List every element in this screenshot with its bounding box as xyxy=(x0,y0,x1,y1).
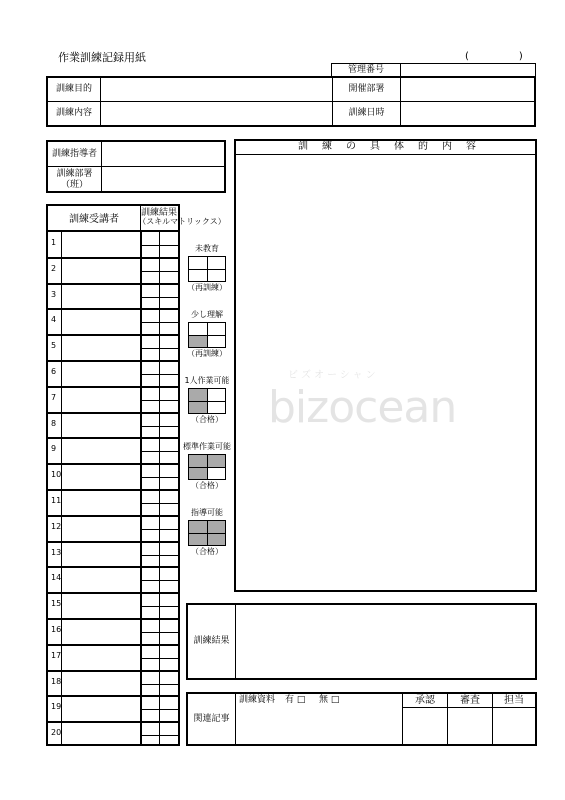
result-header-line1: 訓練結果 xyxy=(140,208,177,218)
legend-label: 標準作業可能 xyxy=(183,442,231,451)
row-number: 4 xyxy=(51,315,57,325)
row-number: 20 xyxy=(51,728,62,738)
trainee-name-field[interactable] xyxy=(61,593,140,619)
skill-matrix-icon xyxy=(188,388,226,414)
trainee-name-field[interactable] xyxy=(61,619,140,645)
materials-label: 訓練資料 xyxy=(239,695,276,705)
trainee-name-field[interactable] xyxy=(61,542,140,568)
trainee-name-field[interactable] xyxy=(61,696,140,722)
legend-label: 指導可能 xyxy=(191,508,223,517)
host-dept-label: 開催部署 xyxy=(348,84,385,94)
legend-item xyxy=(179,245,235,305)
legend-item xyxy=(179,311,235,371)
legend-label: 1人作業可能 xyxy=(184,376,230,385)
legend-sublabel: （合格） xyxy=(191,547,223,556)
trainee-name-field[interactable] xyxy=(61,309,140,335)
result-label: 訓練結果 xyxy=(193,636,230,646)
legend-item xyxy=(179,509,235,569)
row-number: 15 xyxy=(51,599,62,609)
row-number: 11 xyxy=(51,496,62,505)
datetime-label: 訓練日時 xyxy=(348,108,385,118)
mgmt-no-box xyxy=(331,63,536,77)
charge-stamp-field[interactable] xyxy=(493,708,535,744)
trainee-name-field[interactable] xyxy=(61,232,140,258)
legend-label: 少し理解 xyxy=(191,310,223,319)
trainee-name-field[interactable] xyxy=(61,490,140,516)
purpose-label: 訓練目的 xyxy=(55,84,92,94)
row-number: 6 xyxy=(51,367,57,376)
legend-label: 未教育 xyxy=(195,244,219,253)
legend-item xyxy=(179,443,235,503)
review-label: 審査 xyxy=(460,695,480,706)
review-stamp-field[interactable] xyxy=(448,708,492,744)
watermark-kana: ビズオーシャン xyxy=(288,370,379,381)
trainee-name-field[interactable] xyxy=(61,284,140,310)
result-field[interactable] xyxy=(236,605,535,678)
instructor-field[interactable] xyxy=(102,142,224,166)
dept-label: 訓練部署 xyxy=(56,169,93,179)
datetime-field[interactable] xyxy=(401,102,534,125)
row-number: 7 xyxy=(51,392,57,402)
mgmt-no-field[interactable] xyxy=(401,64,535,76)
row-number: 9 xyxy=(51,444,57,454)
trainee-name-field[interactable] xyxy=(61,645,140,671)
skill-matrix-icon xyxy=(188,256,226,282)
content-field[interactable] xyxy=(101,102,332,125)
details-title: 訓練の具体的内容 xyxy=(298,141,490,152)
skill-matrix-icon xyxy=(188,454,226,480)
dept-label-sub: （班） xyxy=(60,180,88,190)
trainee-table xyxy=(46,204,180,746)
legend-sublabel: （合格） xyxy=(191,415,223,424)
trainee-name-field[interactable] xyxy=(61,387,140,413)
trainee-name-field[interactable] xyxy=(61,567,140,593)
details-field[interactable] xyxy=(236,155,535,590)
row-number: 3 xyxy=(51,289,57,299)
row-number: 2 xyxy=(51,263,57,273)
skill-matrix-icon xyxy=(188,322,226,348)
trainee-name-field[interactable] xyxy=(61,258,140,284)
trainee-name-field[interactable] xyxy=(61,671,140,697)
row-number: 12 xyxy=(51,521,62,531)
legend-item xyxy=(179,377,235,437)
doc-number-paren: ( ) xyxy=(465,51,523,62)
purpose-field[interactable] xyxy=(101,78,332,101)
row-number: 5 xyxy=(51,341,57,351)
instructor-block xyxy=(46,140,226,193)
row-number: 14 xyxy=(51,573,62,583)
related-box xyxy=(186,692,537,746)
row-number: 19 xyxy=(51,702,62,712)
row-number: 1 xyxy=(51,238,57,247)
watermark-logo: bizocean xyxy=(268,382,457,433)
related-label: 関連記事 xyxy=(193,713,230,724)
legend-sublabel: （合格） xyxy=(191,481,223,490)
result-box xyxy=(186,603,537,680)
content-label: 訓練内容 xyxy=(55,108,92,118)
top-info-block xyxy=(46,76,536,127)
legend-sublabel: （再訓練） xyxy=(187,349,227,358)
page-title: 作業訓練記録用紙 xyxy=(58,51,146,64)
charge-label: 担当 xyxy=(504,695,524,706)
result-header-line2: （スキルマトリックス） xyxy=(138,217,226,226)
row-number: 16 xyxy=(51,625,62,634)
trainee-header-label: 訓練受講者 xyxy=(69,214,119,225)
trainee-name-field[interactable] xyxy=(61,722,140,748)
details-box xyxy=(234,139,537,592)
approve-label: 承認 xyxy=(415,695,435,706)
materials-yes-checkbox[interactable]: 有 □ xyxy=(285,695,306,705)
row-number: 10 xyxy=(51,470,62,480)
approve-stamp-field[interactable] xyxy=(403,708,447,744)
row-number: 17 xyxy=(51,650,62,660)
legend-sublabel: （再訓練） xyxy=(187,283,227,292)
host-dept-field[interactable] xyxy=(401,78,534,101)
trainee-name-field[interactable] xyxy=(61,464,140,490)
trainee-name-field[interactable] xyxy=(61,413,140,439)
trainee-name-field[interactable] xyxy=(61,516,140,542)
row-number: 13 xyxy=(51,547,62,557)
trainee-name-field[interactable] xyxy=(61,361,140,387)
skill-matrix-icon xyxy=(188,520,226,546)
materials-no-checkbox[interactable]: 無 □ xyxy=(319,695,340,705)
trainee-name-field[interactable] xyxy=(61,335,140,361)
row-number: 8 xyxy=(51,418,57,428)
mgmt-no-label: 管理番号 xyxy=(347,64,384,75)
dept-field[interactable] xyxy=(102,167,224,191)
row-number: 18 xyxy=(51,676,62,686)
trainee-name-field[interactable] xyxy=(61,438,140,464)
instructor-label: 訓練指導者 xyxy=(51,148,97,159)
